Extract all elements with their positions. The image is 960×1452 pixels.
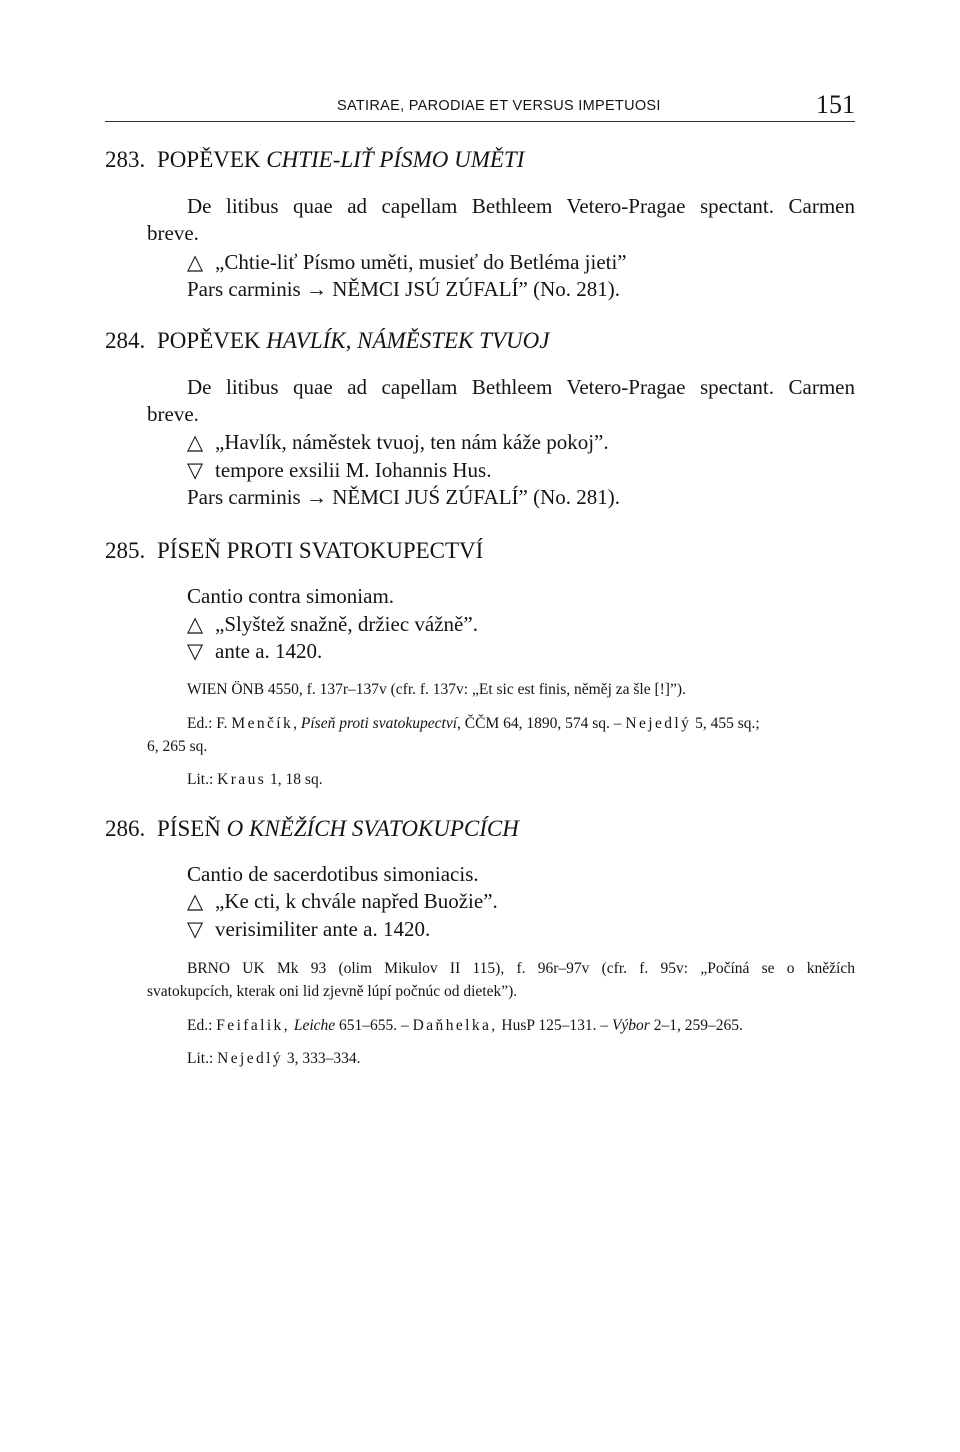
date-text: tempore exsilii M. Iohannis Hus. xyxy=(215,458,492,482)
entry-number: 284. xyxy=(105,328,146,353)
date-triangle-icon: ▽ xyxy=(187,917,204,941)
incipit-text: „Slyštež snažně, držiec vážně”. xyxy=(215,612,478,636)
entry-title-italic: CHTIE-LIŤ PÍSMO UMĚTI xyxy=(266,147,525,172)
pars-reference: NĚMCI JSÚ ZÚFALÍ” (No. 281). xyxy=(332,277,620,301)
pars-label: Pars carminis xyxy=(187,277,301,301)
entry-286-edition xyxy=(187,1017,743,1035)
pars-reference: NĚMCI JUŚ ZÚFALÍ” (No. 281). xyxy=(332,485,620,509)
incipit-triangle-icon: △ xyxy=(187,612,204,636)
incipit-text: „Havlík, náměstek tvuoj, ten nám káže pokoj”. xyxy=(215,430,609,454)
entry-title-italic: O KNĚŽÍCH SVATOKUPCÍCH xyxy=(226,816,519,841)
literature-author: Kraus xyxy=(217,771,267,788)
entry-285-description: Cantio contra simoniam. xyxy=(187,584,395,608)
entry-286-incipit xyxy=(187,889,498,914)
date-triangle-icon: ▽ xyxy=(187,458,204,482)
pars-label: Pars carminis xyxy=(187,485,301,509)
edition-title: Leiche xyxy=(293,1017,336,1034)
date-text: ante a. 1420. xyxy=(215,639,323,663)
edition-author: Menčík xyxy=(231,715,294,732)
page-number: 151 xyxy=(816,90,855,119)
entry-number: 285. xyxy=(105,538,146,563)
entry-title: POPĚVEK xyxy=(157,147,261,172)
entry-285-edition-cont: 6, 265 sq. xyxy=(147,738,208,755)
incipit-text: „Chtie-liť Písmo uměti, musieť do Betléma jieti” xyxy=(215,250,627,274)
entry-286-literature xyxy=(187,1050,361,1068)
entry-title-italic: HAVLÍK, NÁMĚSTEK TVUOJ xyxy=(266,328,550,353)
entry-283-heading xyxy=(105,147,524,173)
date-text: verisimiliter ante a. 1420. xyxy=(215,917,431,941)
edition-details-2: HusP 125–131. – xyxy=(501,1017,609,1034)
entry-285-date xyxy=(187,639,322,664)
entry-284-description: De litibus quae ad capellam Bethleem Vetero-Pragae spectant. Carmen xyxy=(187,375,855,399)
incipit-triangle-icon: △ xyxy=(187,430,204,454)
entry-285-heading xyxy=(105,538,483,564)
incipit-triangle-icon: △ xyxy=(187,889,204,913)
arrow-icon: → xyxy=(305,277,327,301)
incipit-text: „Ke cti, k chvále napřed Buožie”. xyxy=(215,889,498,913)
entry-title: POPĚVEK xyxy=(157,328,261,353)
entry-284-incipit xyxy=(187,430,609,455)
entry-285-source: WIEN ÖNB 4550, f. 137r–137v (cfr. f. 137v: „Et sic est finis, něměj za šle [!]”). xyxy=(187,681,686,698)
edition-details: , ČČM 64, 1890, 574 sq. – xyxy=(457,715,622,732)
edition-details-3: 2–1, 259–265. xyxy=(653,1017,743,1034)
edition-label: Ed.: xyxy=(187,1017,213,1034)
edition-label: Ed.: F. xyxy=(187,715,228,732)
entry-283-description: De litibus quae ad capellam Bethleem Vetero-Pragae spectant. Carmen xyxy=(187,194,855,218)
entry-284-description-cont: breve. xyxy=(147,402,199,426)
literature-label: Lit.: xyxy=(187,1050,214,1067)
entry-286-description: Cantio de sacerdotibus simoniacis. xyxy=(187,862,479,886)
entry-number: 283. xyxy=(105,147,146,172)
entry-285-edition: Ed.: F. Menčík, Píseň proti svatokupectví, ČČM 64, 1890, 574 sq. – Nejedlý 5, 455 sq.; xyxy=(187,715,760,732)
entry-283-description-cont: breve. xyxy=(147,221,199,245)
entry-number: 286. xyxy=(105,816,146,841)
date-triangle-icon: ▽ xyxy=(187,639,204,663)
entry-286-date xyxy=(187,917,430,942)
arrow-icon: → xyxy=(305,485,327,509)
literature-details: 3, 333–334. xyxy=(286,1050,361,1067)
incipit-triangle-icon: △ xyxy=(187,250,204,274)
entry-285-incipit xyxy=(187,612,478,637)
entry-283-incipit xyxy=(187,250,627,275)
edition-author-2: Nejedlý xyxy=(625,715,692,732)
entry-286-heading xyxy=(105,816,519,842)
edition-details-2: 5, 455 sq.; xyxy=(695,715,760,732)
entry-286-source-cont: svatokupcích, kterak oni lid zjevně lúpí počnúc od dietek”). xyxy=(147,983,518,1000)
entry-284-heading xyxy=(105,328,549,354)
literature-details: 1, 18 sq. xyxy=(270,771,323,788)
entry-286-source: BRNO UK Mk 93 (olim Mikulov II 115), f. 96r–97v (cfr. f. 95v: „Počíná se o kněžích xyxy=(187,960,855,977)
edition-details: 651–655. – xyxy=(339,1017,409,1034)
entry-285-literature xyxy=(187,771,323,789)
edition-title-2: Výbor xyxy=(611,1017,650,1034)
entry-284-date xyxy=(187,458,491,483)
entry-284-pars xyxy=(187,485,620,510)
edition-author-2: Daňhelka, xyxy=(412,1017,498,1034)
edition-title: Píseň proti svatokupectví xyxy=(300,715,458,732)
literature-author: Nejedlý xyxy=(217,1050,284,1067)
edition-author: Feifalik, xyxy=(216,1017,290,1034)
header-rule xyxy=(105,121,855,122)
entry-283-pars xyxy=(187,277,620,302)
running-head: SATIRAE, PARODIAE ET VERSUS IMPETUOSI xyxy=(337,98,661,114)
entry-title: PÍSEŇ xyxy=(157,816,221,841)
literature-label: Lit.: xyxy=(187,771,214,788)
entry-title: PÍSEŇ PROTI SVATOKUPECTVÍ xyxy=(157,538,484,563)
